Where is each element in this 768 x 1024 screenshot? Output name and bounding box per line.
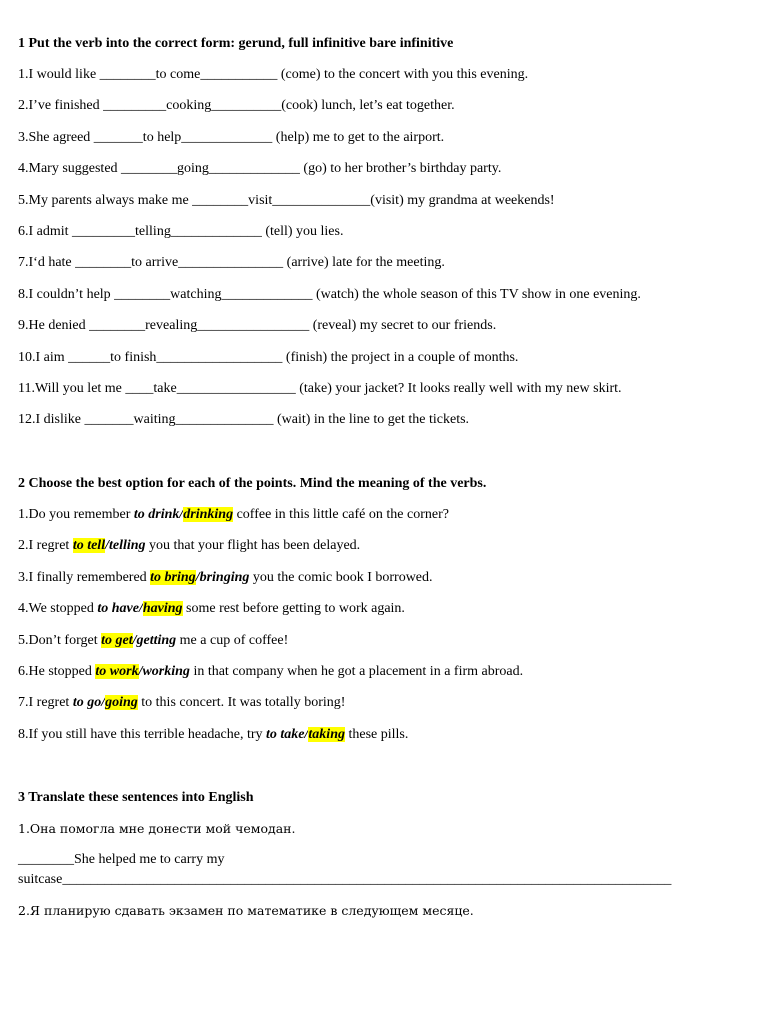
section2-item — [18, 569, 433, 587]
section3-item1-answer-line1: ________She helped me to carry my — [18, 852, 225, 867]
item-text-before: 1.Do you remember — [18, 507, 134, 522]
item-text-before: 7.I regret — [18, 695, 73, 711]
option-a: to bring — [150, 569, 196, 585]
section2-item — [18, 694, 345, 712]
section2-item — [18, 726, 408, 744]
option-b: going — [105, 695, 138, 711]
section1-item: 10.I aim ______to finish__________________ (finish) the project in a couple of months. — [18, 349, 519, 365]
section2-item — [18, 506, 449, 524]
item-text-after: coffee in this little café on the corner? — [233, 507, 449, 522]
section1-item: 7.I‘d hate ________to arrive_______________ (arrive) late for the meeting. — [18, 255, 445, 271]
option-separator: / — [179, 507, 184, 522]
item-text-before: 4.We stopped — [18, 601, 98, 617]
section1-item: 2.I’ve finished _________cooking__________(cook) lunch, let’s eat together. — [18, 98, 455, 114]
option-b: working — [142, 664, 190, 679]
section1-item: 12.I dislike _______waiting______________ (wait) in the line to get the tickets. — [18, 412, 470, 428]
section2-item — [18, 663, 523, 681]
option-a: to get — [101, 632, 133, 648]
item-text-after: me a cup of coffee! — [176, 632, 289, 648]
option-b: drinking — [183, 507, 234, 522]
section1-item: 4.Mary suggested ________going_____________ (go) to her brother’s birthday party. — [18, 161, 502, 177]
section1-item: 1.I would like ________to come___________ (come) to the concert with you this evening. — [18, 67, 529, 82]
section2-item — [18, 632, 288, 650]
section1-item: 8.I couldn’t help ________watching_____________ (watch) the whole season of this TV show in one evening. — [18, 286, 641, 302]
section1-item: 5.My parents always make me ________visit______________(visit) my grandma at weekends! — [18, 192, 555, 208]
item-text-before: 8.If you still have this terrible headache, try — [18, 726, 267, 742]
item-text-before: 2.I regret — [18, 538, 73, 554]
item-text-after: you that your flight has been delayed. — [145, 538, 361, 554]
option-a: to tell — [72, 538, 106, 554]
section2-heading: 2 Choose the best option for each of the points. Mind the meaning of the verbs. — [18, 476, 487, 491]
section1-heading: 1 Put the verb into the correct form: gerund, full infinitive bare infinitive — [18, 36, 454, 51]
option-a: to drink — [133, 507, 180, 522]
item-text-before: 5.Don’t forget — [18, 632, 102, 648]
option-a: to have — [97, 601, 139, 617]
section1-item: 3.She agreed _______to help_____________ (help) me to get to the airport. — [18, 129, 445, 145]
option-b: bringing — [199, 569, 250, 585]
option-separator: / — [101, 695, 106, 711]
section3-item1-russian: 1.Она помогла мне донести мой чемодан. — [18, 821, 296, 836]
item-text-before: 3.I finally remembered — [18, 569, 151, 585]
option-a: to work — [95, 664, 139, 679]
section1-item: 6.I admit _________telling_____________ (tell) you lies. — [18, 224, 344, 239]
option-b: getting — [136, 632, 177, 648]
section1-item: 9.He denied ________revealing________________ (reveal) my secret to our friends. — [18, 318, 497, 334]
section2-item — [18, 537, 360, 555]
option-b: taking — [308, 726, 345, 742]
section1-item: 11.Will you let me ____take_________________ (take) your jacket? It looks really well with my new skirt. — [18, 381, 622, 396]
section3-heading: 3 Translate these sentences into English — [18, 790, 254, 805]
option-b: telling — [108, 538, 146, 554]
option-separator: / — [304, 726, 309, 742]
option-b: having — [142, 601, 183, 617]
option-separator: / — [132, 632, 137, 648]
item-text-after: in that company when he got a placement in a firm abroad. — [189, 664, 524, 679]
option-separator: / — [138, 601, 143, 617]
item-text-after: to this concert. It was totally boring! — [137, 695, 346, 711]
item-text-after: you the comic book I borrowed. — [249, 569, 433, 585]
section3-item2-russian: 2.Я планирую сдавать экзамен по математике в следующем месяце. — [18, 903, 474, 918]
item-text-before: 6.He stopped — [18, 664, 96, 679]
option-separator: / — [195, 569, 200, 585]
option-separator: / — [138, 664, 143, 679]
section3-item1-answer-line2: suitcase_______________________________________________________________________________________ — [18, 872, 672, 887]
option-separator: / — [105, 538, 109, 554]
section2-item — [18, 600, 405, 618]
item-text-after: some rest before getting to work again. — [182, 601, 405, 617]
item-text-after: these pills. — [345, 726, 409, 742]
option-a: to go — [72, 695, 102, 711]
option-a: to take — [266, 726, 305, 742]
